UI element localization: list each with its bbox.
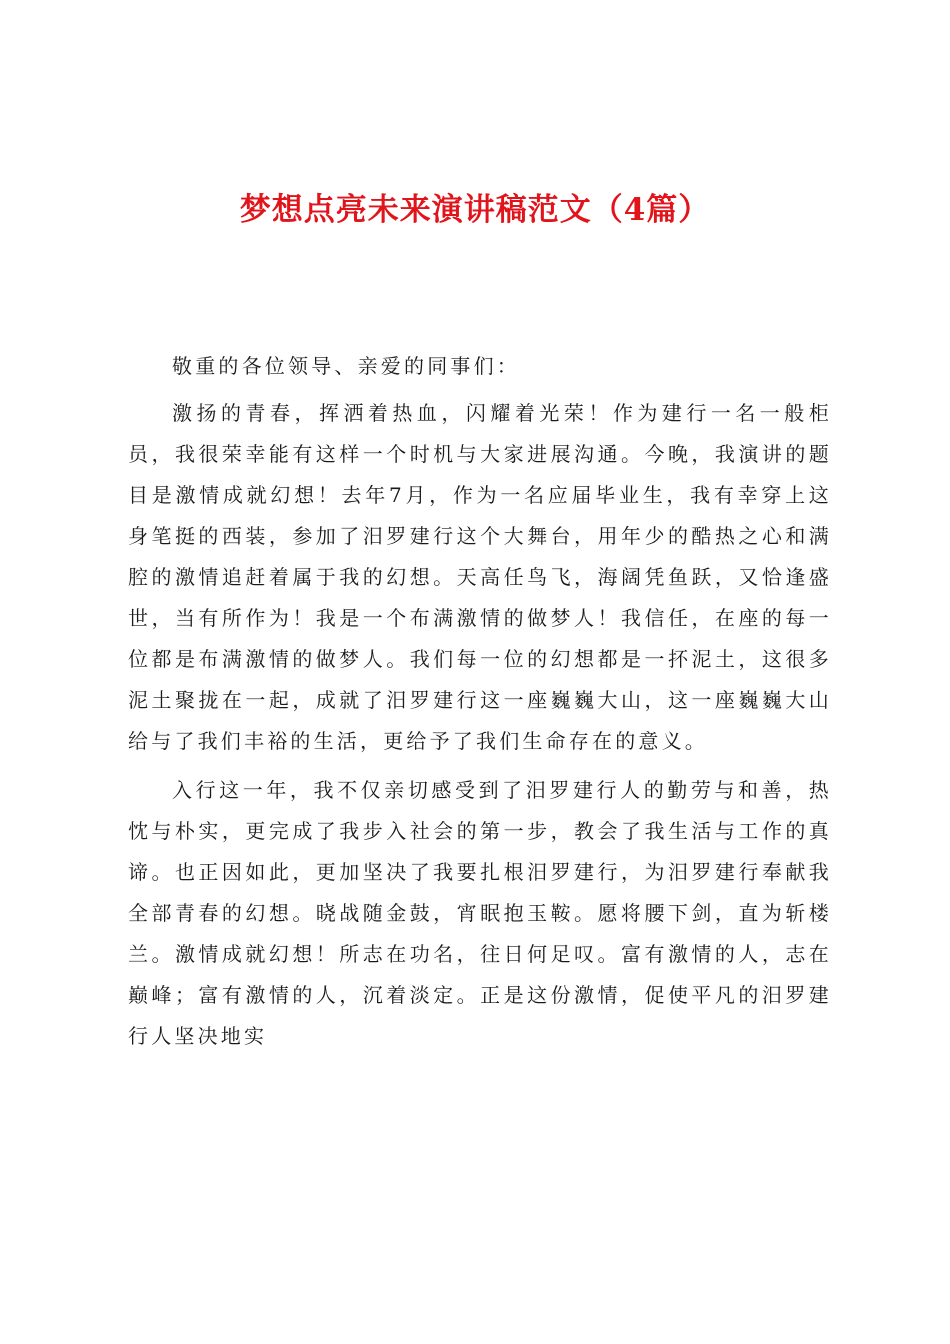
greeting-line: 敬重的各位领导、亲爱的同事们：: [172, 354, 520, 378]
paragraph-1: 激扬的青春，挥洒着热血，闪耀着光荣！作为建行一名一般柜员，我很荣幸能有这样一个时机与大家进展沟通。今晚，我演讲的题目是激情成就幻想！去年7月，作为一名应届毕业生，我有幸穿上这身笔挺的西装，参加了汨罗建行这个大舞台，用年少的酷热之心和满腔的激情追赶着属于我的幻想。天高任鸟飞，海阔凭鱼跃，又恰逢盛世，当有所作为！我是一个布满激情的做梦人！我信任，在座的每一位都是布满激情的做梦人。我们每一位的幻想都是一抔泥土，这很多泥土聚拢在一起，成就了汨罗建行这一座巍巍大山，这一座巍巍大山给与了我们丰裕的生活，更给予了我们生命存在的意义。: [128, 401, 832, 753]
document-body: [128, 346, 832, 1057]
document-title: 梦想点亮未来演讲稿范文（4篇）: [239, 192, 711, 228]
paragraph-2: 入行这一年，我不仅亲切感受到了汨罗建行人的勤劳与和善，热忱与朴实，更完成了我步入社会的第一步，教会了我生活与工作的真谛。也正因如此，更加坚决了我要扎根汨罗建行，为汨罗建行奉献我全部青春的幻想。晓战随金鼓，宵眠抱玉鞍。愿将腰下剑，直为斩楼兰。激情成就幻想！所志在功名，往日何足叹。富有激情的人，志在巅峰；富有激情的人，沉着淡定。正是这份激情，促使平凡的汨罗建行人坚决地实: [128, 778, 832, 1048]
